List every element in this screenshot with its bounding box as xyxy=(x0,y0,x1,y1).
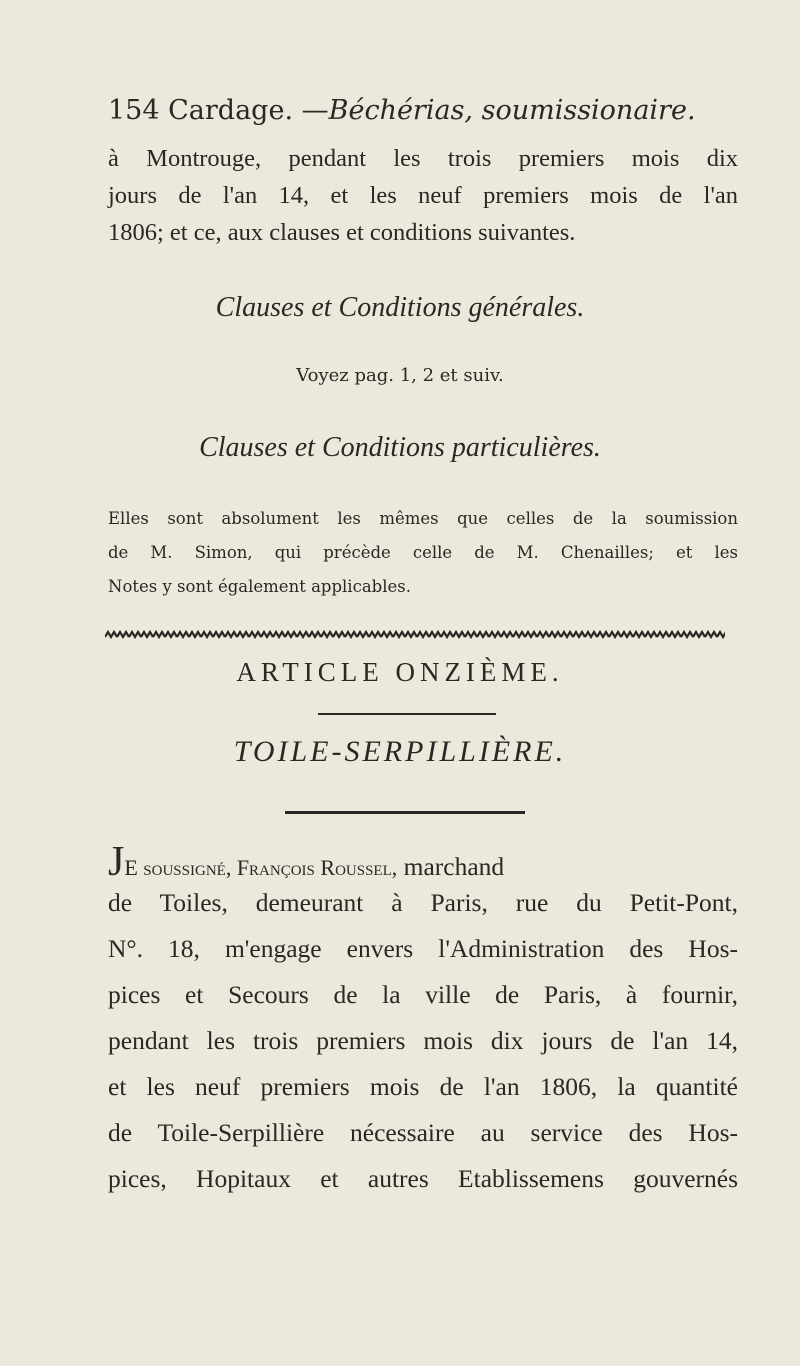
drop-capital: J xyxy=(108,839,125,885)
main-line-4: pices et Secours de la ville de Paris, à fournir, xyxy=(108,980,738,1009)
running-head-dash: — xyxy=(301,95,329,126)
particular-line-3: Notes y sont également applicables. xyxy=(108,577,411,596)
heading-general: Clauses et Conditions générales. xyxy=(215,292,585,323)
main-line-2: de Toiles, demeurant à Paris, rue du Petit-Pont, xyxy=(108,888,738,917)
main-line-7: de Toile-Serpillière nécessaire au service des Hos- xyxy=(108,1118,738,1147)
particular-line-2: de M. Simon, qui précède celle de M. Chenailles; et les xyxy=(108,543,738,562)
page-number: 154 xyxy=(108,95,160,126)
particular-line-1: Elles sont absolument les mêmes que celles de la soumission xyxy=(108,509,738,528)
running-head-section: Cardage. xyxy=(168,95,294,126)
opening-smallcaps: E soussigné, François Roussel, xyxy=(124,855,398,880)
opening-rest: marchand xyxy=(403,852,505,881)
article-title: TOILE-SERPILLIÈRE. xyxy=(233,735,567,768)
intro-line-3: 1806; et ce, aux clauses et conditions suivantes. xyxy=(108,219,576,246)
main-line-5: pendant les trois premiers mois dix jours de l'an 14, xyxy=(108,1026,738,1055)
main-line-3: N°. 18, m'engage envers l'Administration des Hos- xyxy=(108,934,738,963)
main-line-8: pices, Hopitaux et autres Etablissemens gouvernés xyxy=(108,1164,738,1193)
intro-line-2: jours de l'an 14, et les neuf premiers mois de l'an xyxy=(108,182,738,209)
running-head xyxy=(108,95,738,126)
reference-line: Voyez pag. 1, 2 et suiv. xyxy=(296,365,504,386)
thick-rule xyxy=(285,811,525,814)
main-line-6: et les neuf premiers mois de l'an 1806, la quantité xyxy=(108,1072,738,1101)
ornament-rule xyxy=(105,630,725,640)
running-head-name: Béchérias, soumissionaire. xyxy=(328,95,696,126)
short-rule xyxy=(318,713,496,715)
main-line-1 xyxy=(108,838,504,886)
article-heading: ARTICLE ONZIÈME. xyxy=(236,657,564,687)
heading-particular: Clauses et Conditions particulières. xyxy=(199,432,601,463)
intro-line-1: à Montrouge, pendant les trois premiers mois dix xyxy=(108,145,738,172)
